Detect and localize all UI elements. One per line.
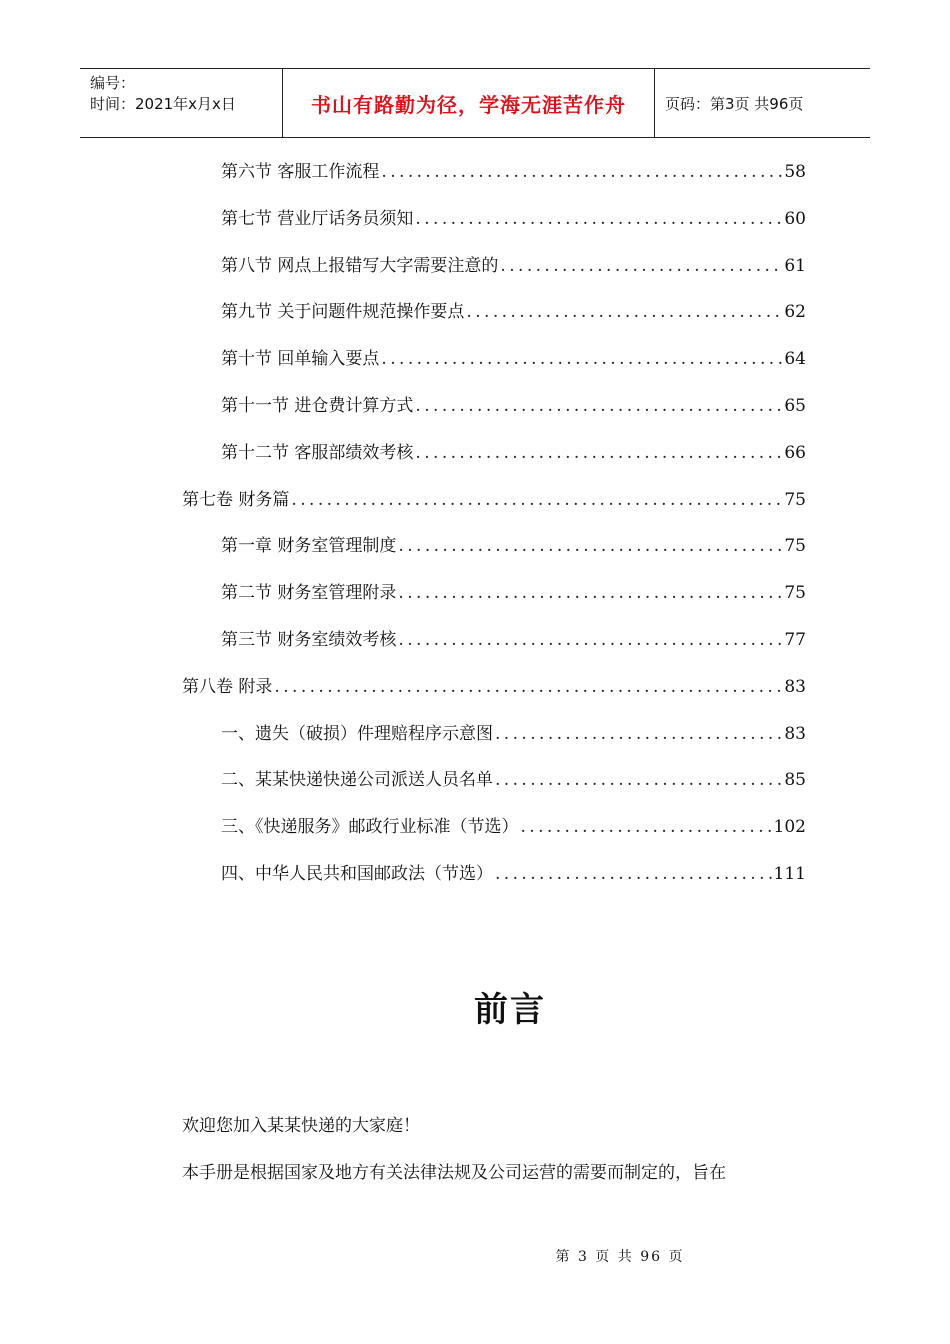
toc-entry[interactable]: [221, 628, 806, 652]
toc-entry-title: 第八节 网点上报错写大字需要注意的: [221, 255, 499, 276]
toc-entry-title: 第二节 财务室管理附录: [221, 583, 397, 604]
toc-entry-title: 第三节 财务室绩效考核: [221, 630, 397, 650]
page-footer: 第 3 页 共 96 页: [555, 1249, 685, 1265]
toc-entry-page-number: 111: [773, 864, 806, 884]
toc-dot-leader: [466, 300, 782, 324]
toc-dot-leader: [415, 207, 782, 231]
toc-entry[interactable]: [221, 394, 806, 418]
toc-entry-page-number: 66: [784, 442, 806, 463]
toc-entry[interactable]: [221, 207, 806, 231]
toc-entry[interactable]: [221, 254, 806, 278]
toc-entry-title: 四、中华人民共和国邮政法（节选）: [221, 864, 493, 884]
toc-dot-leader: [381, 160, 782, 184]
toc-dot-leader: [521, 815, 772, 839]
toc-dot-leader: [495, 722, 782, 746]
header-meta: [80, 69, 282, 137]
toc-entry-page-number: 102: [773, 817, 806, 838]
preface-title: 前言: [474, 990, 546, 1030]
toc-entry-page-number: 75: [784, 536, 806, 557]
document-date: 时间：2021年x月x日: [90, 95, 236, 113]
page-header: [80, 68, 870, 138]
toc-entry-title: 第九节 关于问题件规范操作要点: [221, 302, 465, 323]
toc-entry-page-number: 77: [784, 630, 806, 650]
header-page-info: 页码：第3页 共96页: [665, 94, 804, 113]
toc-dot-leader: [398, 628, 782, 652]
toc-entry-title: 第十一节 进仓费计算方式: [221, 396, 414, 416]
toc-entry[interactable]: [221, 534, 806, 558]
toc-entry-title: 第六节 客服工作流程: [221, 162, 380, 182]
toc-entry-title: 三、《快递服务》邮政行业标准（节选）: [221, 817, 519, 838]
toc-dot-leader: [291, 488, 782, 512]
toc-entry-page-number: 85: [784, 770, 806, 791]
toc-entry-page-number: 83: [784, 723, 806, 744]
toc-entry-page-number: 65: [784, 396, 806, 416]
toc-dot-leader: [415, 441, 782, 465]
toc-entry[interactable]: [221, 862, 806, 886]
toc-entry-page-number: 75: [784, 583, 806, 604]
toc-entry-page-number: 75: [784, 489, 806, 510]
toc-entry-title: 第七节 营业厅话务员须知: [221, 208, 414, 229]
document-number-label: 编号：: [90, 74, 136, 92]
toc-entry-title: 第十节 回单输入要点: [221, 349, 380, 370]
toc-dot-leader: [274, 675, 782, 699]
toc-entry-page-number: 83: [784, 676, 806, 697]
toc-entry-title: 一、遗失（破损）件理赔程序示意图: [221, 723, 493, 744]
toc-dot-leader: [398, 581, 782, 605]
toc-entry[interactable]: [221, 300, 806, 324]
toc-dot-leader: [381, 347, 782, 371]
toc-dot-leader: [415, 394, 782, 418]
toc-entry[interactable]: [182, 675, 806, 699]
preface-paragraph-2: 本手册是根据国家及地方有关法律法规及公司运营的需要而制定的，旨在: [182, 1163, 726, 1183]
toc-entry[interactable]: [221, 581, 806, 605]
toc-dot-leader: [495, 768, 782, 792]
toc-entry-page-number: 60: [784, 208, 806, 229]
toc-entry-page-number: 62: [784, 302, 806, 323]
toc-dot-leader: [500, 254, 782, 278]
toc-entry[interactable]: [221, 160, 806, 184]
toc-entry[interactable]: [221, 768, 806, 792]
toc-entry[interactable]: [182, 488, 806, 512]
toc-entry-title: 第八卷 附录: [182, 676, 273, 697]
toc-entry-page-number: 64: [784, 349, 806, 370]
toc-entry-title: 第一章 财务室管理制度: [221, 536, 397, 557]
toc-entry[interactable]: [221, 722, 806, 746]
toc-dot-leader: [495, 862, 772, 886]
toc-entry-title: 第七卷 财务篇: [182, 489, 290, 510]
toc-entry[interactable]: [221, 347, 806, 371]
toc-entry-title: 第十二节 客服部绩效考核: [221, 442, 414, 463]
toc-entry[interactable]: [221, 441, 806, 465]
toc-entry-page-number: 58: [784, 162, 806, 182]
toc-dot-leader: [398, 534, 782, 558]
toc-entry-page-number: 61: [784, 255, 806, 276]
header-motto: 书山有路勤为径，学海无涯苦作舟: [282, 69, 655, 137]
toc-entry-title: 二、某某快递快递公司派送人员名单: [221, 770, 493, 791]
preface-paragraph-1: 欢迎您加入某某快递的大家庭！: [182, 1116, 420, 1136]
toc-entry[interactable]: [221, 815, 806, 839]
